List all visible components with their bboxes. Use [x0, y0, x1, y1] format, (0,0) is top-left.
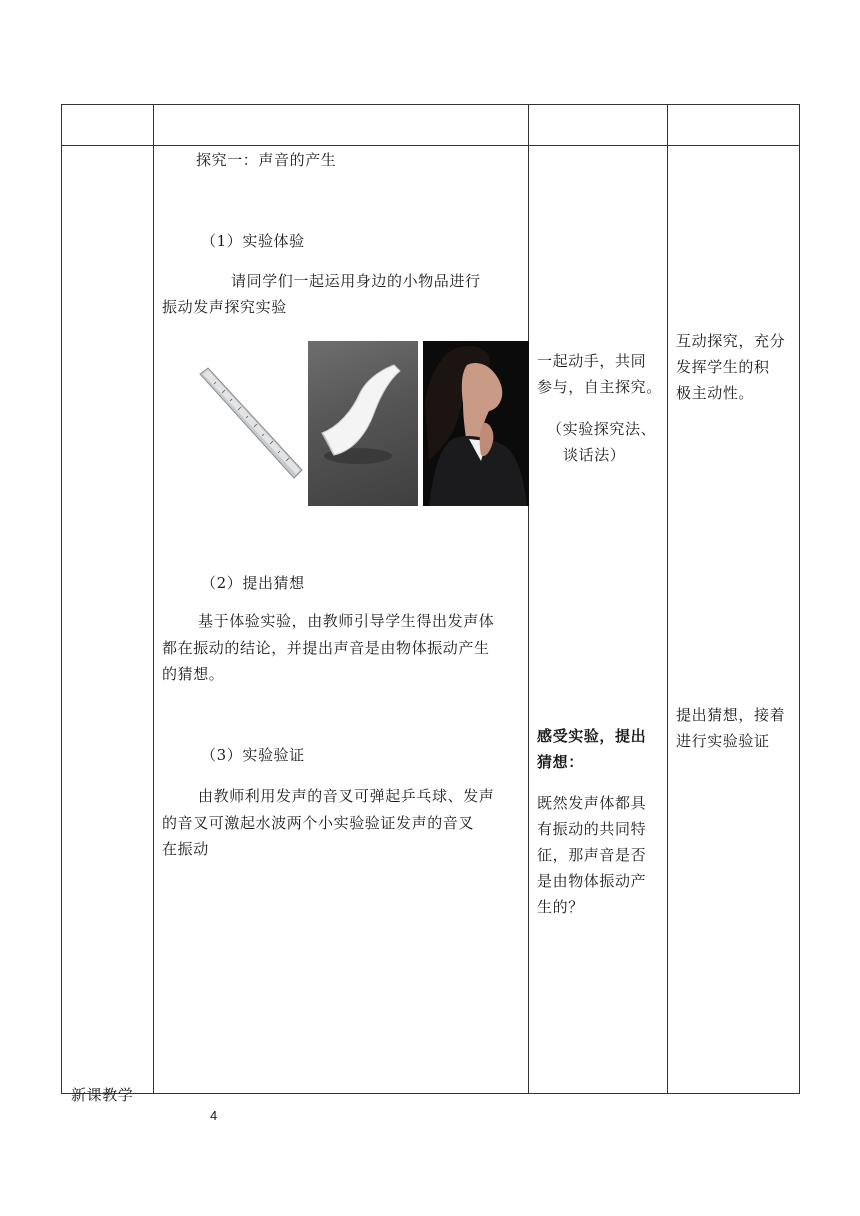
step2-text-line1: 基于体验实验，由教师引导学生得出发声体	[198, 612, 495, 630]
content-cell	[154, 146, 529, 1094]
method-line2: 谈话法）	[563, 446, 626, 464]
question-line5: 生的？	[537, 898, 584, 916]
method-line1: （实验探究法、	[547, 420, 657, 438]
header-cell-student	[529, 105, 668, 146]
lesson-table	[61, 104, 800, 1104]
step2-text-line2: 都在振动的结论，并提出声音是由物体振动产生	[162, 639, 490, 657]
question-line2: 有振动的共同特	[537, 820, 647, 838]
intent-line5: 进行实验验证	[676, 732, 770, 750]
step1-text-line1: 请同学们一起运用身边的小物品进行	[231, 272, 481, 290]
step3-text-line3: 在振动	[162, 840, 209, 858]
question-line4: 是由物体振动产	[537, 872, 647, 890]
activity-bold-line1: 感受实验，提出	[537, 727, 647, 745]
step3-text-line1: 由教师利用发声的音叉可弹起乒乓球、发声	[198, 787, 495, 805]
section-title: 探究一：声音的产生	[196, 151, 337, 169]
header-row	[62, 105, 800, 146]
activity-line2: 参与，自主探究。	[537, 378, 662, 396]
step3-title: （3）实验验证	[201, 746, 305, 764]
intent-line4: 提出猜想，接着	[676, 706, 786, 724]
step2-text-line3: 的猜想。	[162, 665, 225, 683]
body-row	[62, 146, 800, 1094]
header-cell-content	[154, 105, 529, 146]
step1-title: （1）实验体验	[201, 232, 305, 250]
design-intent-cell	[668, 146, 800, 1094]
intent-line2: 发挥学生的积	[676, 358, 770, 376]
lesson-stage-label: 新课教学	[71, 1086, 134, 1104]
activity-line1: 一起动手，共同	[537, 352, 647, 370]
header-cell-stage	[62, 105, 154, 146]
paper-image	[308, 341, 418, 506]
activity-bold-line2: 猜想：	[537, 753, 584, 771]
step3-text-line2: 的音叉可激起水波两个小实验验证发声的音叉	[162, 814, 475, 832]
header-cell-intent	[668, 105, 800, 146]
intent-line3: 极主动性。	[676, 384, 755, 402]
ruler-image	[194, 366, 304, 486]
throat-photo-image	[423, 341, 529, 506]
intent-line1: 互动探究，充分	[676, 332, 786, 350]
page-number: 4	[210, 1108, 218, 1123]
step2-title: （2）提出猜想	[201, 574, 305, 592]
question-line1: 既然发声体都具	[537, 794, 647, 812]
step1-text-line2: 振动发声探究实验	[162, 298, 287, 316]
stage-cell	[62, 146, 154, 1104]
question-line3: 征，那声音是否	[537, 846, 647, 864]
student-activity-cell	[529, 146, 668, 1094]
